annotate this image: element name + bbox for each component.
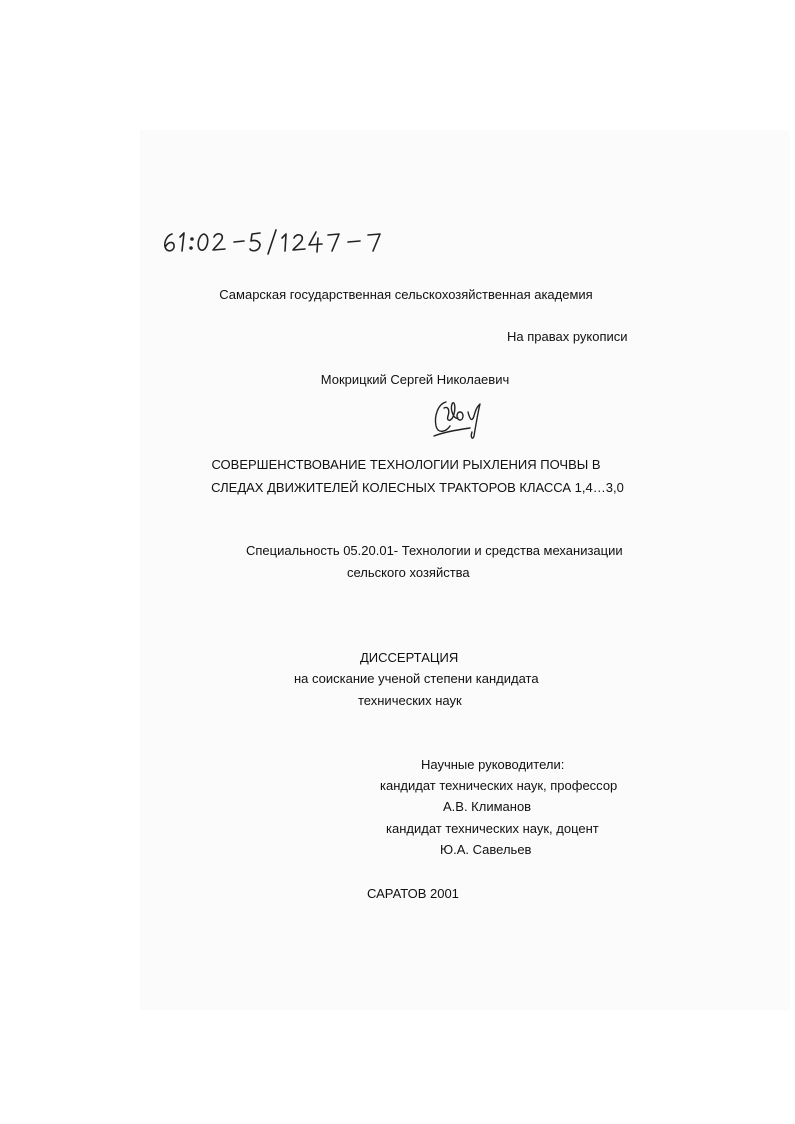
specialty-line-1: Специальность 05.20.01- Технологии и средства механизации [246,543,623,558]
supervisor-1-name: А.В. Климанов [443,799,532,814]
title-line-2: СЛЕДАХ ДВИЖИТЕЛЕЙ КОЛЕСНЫХ ТРАКТОРОВ КЛАССА 1,4…3,0 [211,480,624,495]
supervisor-2-title: кандидат технических наук, доцент [386,821,599,836]
supervisor-2-name: Ю.А. Савельев [440,842,532,857]
supervisors-heading: Научные руководители: [421,757,565,772]
manuscript-note: На правах рукописи [507,329,628,344]
author-name: Мокрицкий Сергей Николаевич [320,372,510,387]
work-type-heading: ДИССЕРТАЦИЯ [360,650,459,665]
work-type-line-2: технических наук [358,693,462,708]
supervisor-1-title: кандидат технических наук, профессор [380,778,618,793]
city-year: САРАТОВ 2001 [367,886,459,901]
author-signature [430,396,490,442]
specialty-line-2: сельского хозяйства [347,565,470,580]
title-line-1: СОВЕРШЕНСТВОВАНИЕ ТЕХНОЛОГИИ РЫХЛЕНИЯ ПОЧВЫ В [211,457,601,472]
handwritten-archive-code [158,226,418,256]
institution-name: Самарская государственная сельскохозяйственная академия [219,287,593,302]
work-type-line-1: на соискание ученой степени кандидата [294,671,539,686]
